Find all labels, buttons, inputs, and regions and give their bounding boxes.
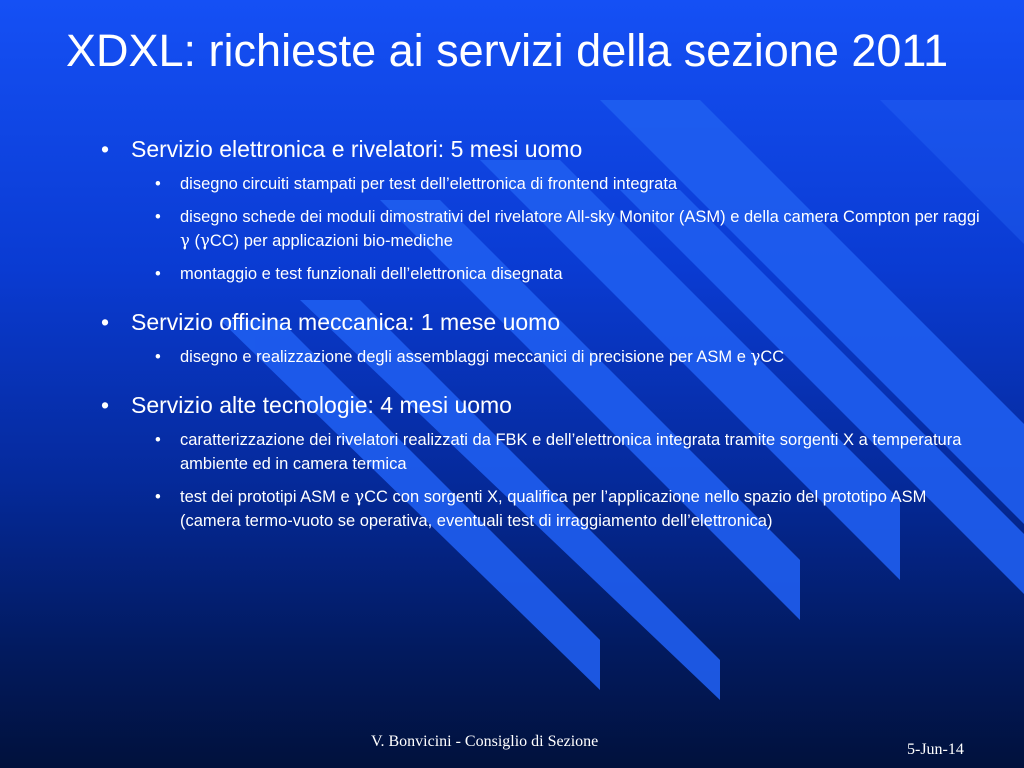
- sub-bullet-item: [101, 262, 981, 286]
- sub-bullet-text: test dei prototipi ASM e: [180, 488, 355, 506]
- bullet-item: [101, 391, 981, 419]
- bullet-icon: •: [101, 309, 110, 335]
- bullet-icon: •: [101, 392, 110, 418]
- sub-bullet-item: [101, 428, 981, 476]
- gamma-symbol: γ: [750, 347, 761, 366]
- sub-bullet-text: caratterizzazione dei rivelatori realizzati da FBK e dell’elettronica integrata tramite sorgenti X a temperatura ambiente ed in camera termica: [180, 431, 962, 473]
- gamma-symbol: γ: [354, 487, 365, 506]
- sub-bullet-text: CC: [760, 348, 785, 366]
- bullet-icon: •: [155, 488, 161, 506]
- sub-bullet-text: CC) per applicazioni bio-mediche: [209, 232, 453, 250]
- slide-title: XDXL: richieste ai servizi della sezione 2011: [66, 25, 949, 76]
- sub-bullet-text: CC con sorgenti X, qualifica per l’applicazione nello spazio del prototipo ASM (camera termo-vuoto se operativa, eventuali test di irraggiamento dell’elettronica): [180, 488, 927, 530]
- bullet-text: Servizio alte tecnologie: 4 mesi uomo: [131, 392, 512, 418]
- sub-bullet-item: [101, 205, 981, 253]
- sub-bullet-text: disegno schede dei moduli dimostrativi del rivelatore All-sky Monitor (ASM) e della camera Compton per raggi: [180, 208, 980, 226]
- sub-bullet-text: montaggio e test funzionali dell’elettronica disegnata: [180, 265, 563, 283]
- bullet-text: Servizio officina meccanica: 1 mese uomo: [131, 309, 561, 335]
- sub-bullet-text: disegno circuiti stampati per test dell’elettronica di frontend integrata: [180, 175, 678, 193]
- bullet-text: Servizio elettronica e rivelatori: 5 mesi uomo: [131, 136, 583, 162]
- bullet-icon: •: [155, 431, 161, 449]
- gamma-symbol: γ: [199, 231, 210, 250]
- bullet-icon: •: [155, 348, 161, 366]
- bullet-icon: •: [101, 136, 110, 162]
- bullet-icon: •: [155, 175, 161, 193]
- sub-bullet-item: [101, 345, 981, 369]
- sub-bullet-text: disegno e realizzazione degli assemblaggi meccanici di precisione per ASM e: [180, 348, 751, 366]
- bullet-list: [101, 135, 981, 533]
- sub-bullet-text: (: [189, 232, 200, 250]
- sub-bullet-item: [101, 485, 981, 533]
- footer-author: V. Bonvicini - Consiglio di Sezione: [371, 733, 599, 750]
- footer-date: 5-Jun-14: [907, 741, 964, 758]
- bullet-icon: •: [155, 265, 161, 283]
- bullet-icon: •: [155, 208, 161, 226]
- gamma-symbol: γ: [180, 231, 190, 250]
- bullet-item: [101, 308, 981, 336]
- bullet-item: [101, 135, 981, 163]
- sub-bullet-item: [101, 172, 981, 196]
